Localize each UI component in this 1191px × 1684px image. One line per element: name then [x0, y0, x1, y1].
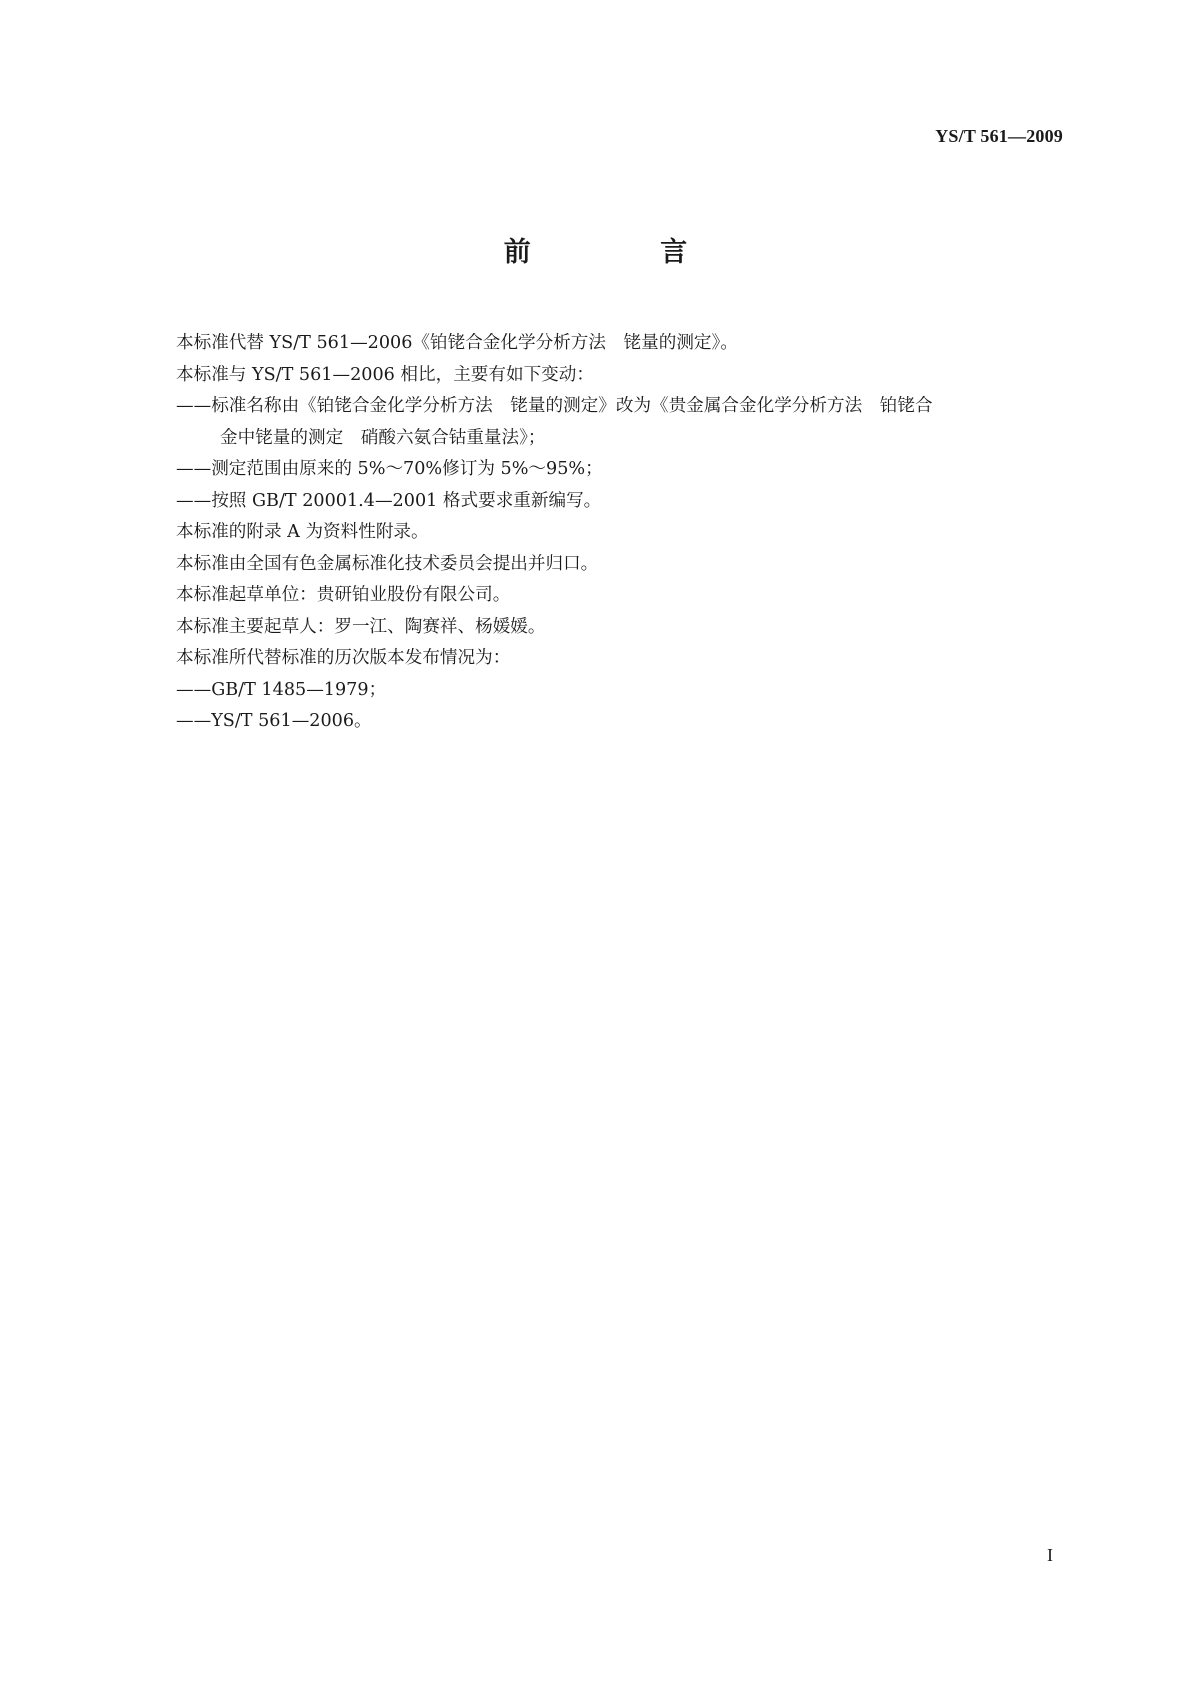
- list-item: ——标准名称由《铂铑合金化学分析方法 铑量的测定》改为《贵金属合金化学分析方法 铂铑合: [176, 396, 933, 416]
- page-number: I: [1047, 1545, 1053, 1565]
- paragraph-line: 本标准与 YS/T 561—2006 相比，主要有如下变动：: [176, 364, 594, 385]
- paragraph-line: 本标准由全国有色金属标准化技术委员会提出并归口。: [176, 553, 599, 574]
- paragraph-line: 本标准所代替标准的历次版本发布情况为：: [176, 648, 511, 668]
- paragraph-line: 本标准起草单位：贵研铂业股份有限公司。: [176, 585, 511, 605]
- document-body: [176, 328, 1066, 738]
- document-code: YS/T 561—2009: [935, 126, 1063, 146]
- list-item: ——GB/T 1485—1979；: [176, 679, 387, 700]
- page-title: 前 言: [503, 237, 748, 268]
- list-item: ——YS/T 561—2006。: [176, 711, 372, 731]
- paragraph-line: 本标准的附录 A 为资料性附录。: [176, 522, 429, 542]
- paragraph-line: 本标准主要起草人：罗一江、陶赛祥、杨媛媛。: [176, 616, 546, 637]
- list-item: ——测定范围由原来的 5%～70%修订为 5%～95%；: [176, 459, 603, 479]
- paragraph-line: 本标准代替 YS/T 561—2006《铂铑合金化学分析方法 铑量的测定》。: [176, 333, 738, 353]
- list-item: ——按照 GB/T 20001.4—2001 格式要求重新编写。: [176, 490, 602, 511]
- list-item-continuation: 金中铑量的测定 硝酸六氨合钴重量法》；: [220, 427, 546, 448]
